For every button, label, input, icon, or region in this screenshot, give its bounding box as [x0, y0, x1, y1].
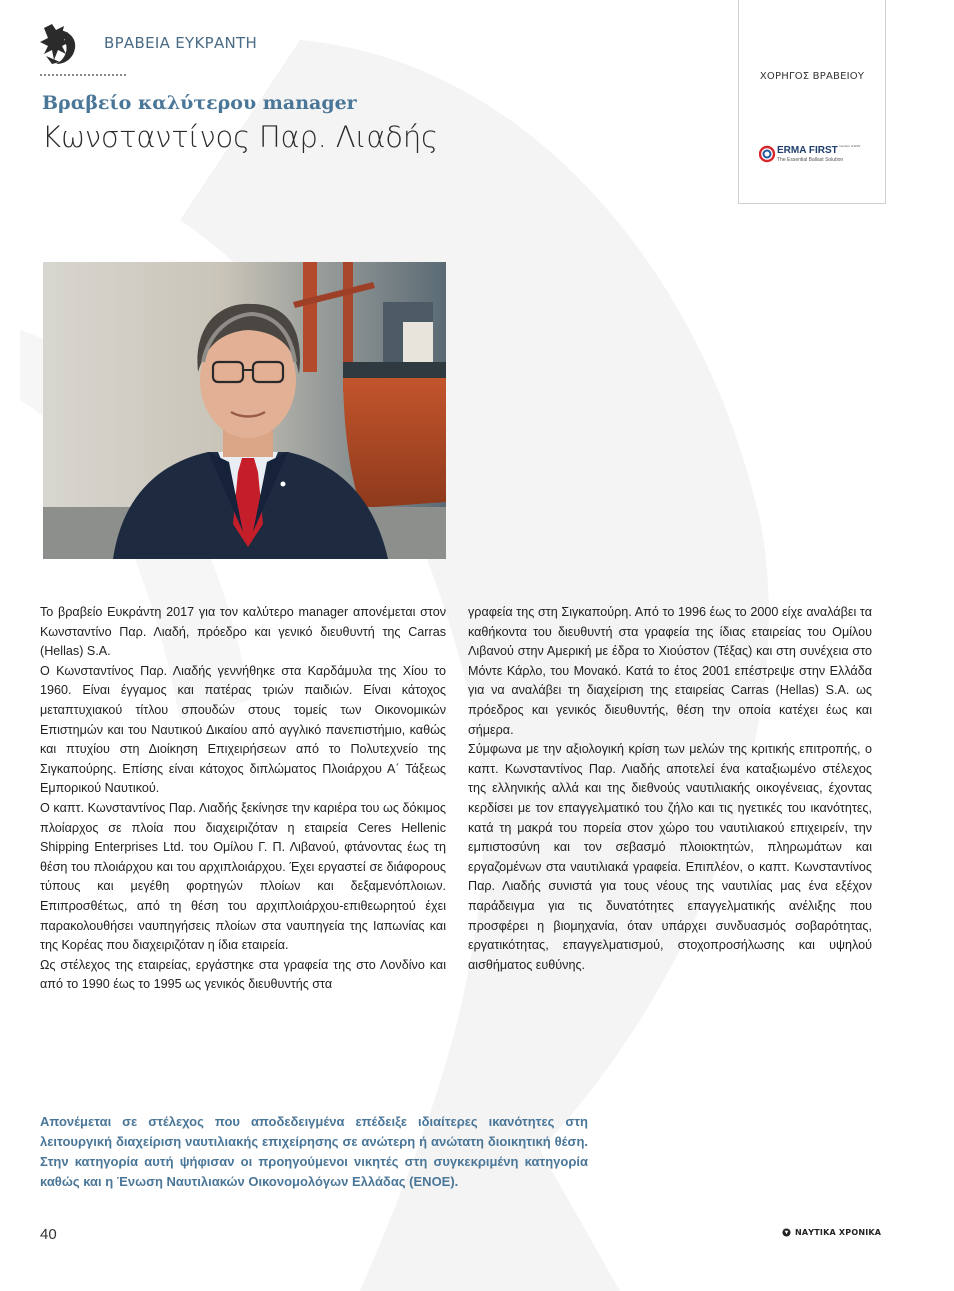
erma-first-logo-icon: [759, 137, 871, 171]
header-divider: [40, 74, 126, 76]
sponsor-logo-tagline: The Essential Ballast Solution: [777, 157, 844, 163]
body-paragraph: Ως στέλεχος της εταιρείας, εργάστηκε στα γραφεία της στο Λονδίνο και από το 1990 έως το 1995 ως γενικός διευθυντής στα: [40, 957, 446, 992]
publication-name: ΝΑΥΤΙΚΑ ΧΡΟΝΙΚΑ: [795, 1228, 882, 1237]
award-title: Βραβείο καλύτερου manager: [42, 92, 357, 114]
award-description: Απονέμεται σε στέλεχος που αποδεδειγμένα επέδειξε ιδιαίτερες ικανότητες στη λειτουργική διαχείριση ναυτιλιακής επιχείρησης σε ανώτερη ή ανώτατη διοικητική θέση. Στην κατηγορία αυτή ψήφισαν οι προηγούμενοι νικητές στη συγκεκριμένη κατηγορία καθώς και η Ένωση Ναυτιλιακών Οικονομολόγων Ελλάδας (ΕΝΟΕ).: [40, 1114, 588, 1189]
body-column-right: [468, 603, 872, 975]
sponsor-logo-member: member of ESN: [839, 144, 861, 148]
sponsor-box: [738, 0, 886, 204]
body-paragraph: γραφεία της στη Σιγκαπούρη. Από το 1996 έως το 2000 είχε αναλάβει τα καθήκοντα του διευθυντή στα γραφεία της ίδιας εταιρείας του Ομίλου Λιβανού στην Αμερική με έδρα το Χιούστον (Τέξας) και στη συνέχεια στο Μόντε Κάρλο, του Μονακό. Κατά το έτος 2001 επέστρεψε στην Ελλάδα για να αναλάβει τη διαχείριση της εταιρείας Carras (Hellas) S.A. ως πρόεδρος και γενικός διευθυντής, θέση την οποία κατέχει έως και σήμερα.: [468, 605, 872, 737]
award-logo-icon: [38, 20, 82, 66]
body-paragraph: Το βραβείο Ευκράντη 2017 για τον καλύτερο manager απονέμεται στον Κωνσταντίνο Παρ. Λιαδή, πρόεδρο και γενικό διευθυντή της Carras (Hellas) S.A.: [40, 605, 446, 659]
naftika-chronika-icon: [782, 1228, 791, 1237]
laureate-name: Κωνσταντίνος Παρ. Λιαδής: [42, 120, 438, 154]
portrait-photo: [43, 262, 446, 559]
sponsor-label: ΧΟΡΗΓΟΣ ΒΡΑΒΕΙΟΥ: [759, 71, 865, 82]
body-paragraph: Ο καπτ. Κωνσταντίνος Παρ. Λιαδής ξεκίνησε την καριέρα του ως δόκιμος πλοίαρχος σε πλοία που διαχειριζόταν η εταιρεία Ceres Hellenic Shipping Enterprises Ltd. του Ομίλου Γ. Π. Λιβανού, φτάνοντας έως τη θέση του πλοιάρχου και του αρχιπλοιάρχου. Έχει εργαστεί σε διάφορους τύπους και μεγέθη φορτηγών πλοίων και δεξαμενόπλοιων. Επιπροσθέτως, από τη θέση του αρχιπλοιάρχου-επιθεωρητού έχει παρακολουθήσει ναυπηγήσεις πλοίων στα ναυπηγεία της Ιαπωνίας και της Κορέας που διαχειριζόταν η ίδια εταιρεία.: [40, 800, 446, 953]
section-label: ΒΡΑΒΕΙΑ ΕΥΚΡΑΝΤΗ: [104, 34, 258, 52]
publication-mark: [782, 1228, 881, 1237]
sponsor-logo-name: ERMA FIRST: [777, 145, 838, 156]
body-paragraph: Ο Κωνσταντίνος Παρ. Λιαδής γεννήθηκε στα Καρδάμυλα της Χίου το 1960. Είναι έγγαμος και πατέρας τριών παιδιών. Είναι κάτοχος μεταπτυχιακού τίτλου σπουδών στους τομείς των Οικονομικών Επιστημών και του Ναυτικού Δικαίου από αγγλικό πανεπιστήμιο, καθώς και πτυχίου στη Διοίκηση Επιχειρήσεων από το Πολυτεχνείο της Σιγκαπούρης. Επίσης είναι κάτοχος διπλώματος Πλοιάρχου Α΄ Τάξεως Εμπορικού Ναυτικού.: [40, 663, 446, 796]
page-number: 40: [40, 1226, 57, 1243]
body-paragraph: Σύμφωνα με την αξιολογική κρίση των μελών της κριτικής επιτροπής, ο καπτ. Κωνσταντίνος Παρ. Λιαδής αποτελεί ένα καταξιωμένο στέλεχος της ελληνικής αλλά και της διεθνούς ναυτιλιακής οικογένειας, έχοντας κερδίσει με τον επαγγελματικό του ζήλο και τις ηγετικές του ικανότητες, κατά τη μακρά του πορεία στον χώρο του ναυτιλιακού επιχειρείν, την εμπιστοσύνη και τον σεβασμό πλοιοκτητών, πληρωμάτων και εργαζομένων στα ναυτιλιακά γραφεία. Επιπλέον, ο καπτ. Κωνσταντίνος Παρ. Λιαδής συνιστά για τους νέους της ναυτιλίας μας ένα εξέχον παράδειγμα για τις δυνατότητες επαγγελματικής ανέλιξης που προσφέρει η βιομηχανία, όταν υπάρχει συνδυασμός σοβαρότητας, εργατικότητας, επαγγελματισμού, στοχοπροσήλωσης και υψηλού αισθήματος ευθύνης.: [468, 742, 872, 972]
body-column-left: [40, 603, 446, 995]
